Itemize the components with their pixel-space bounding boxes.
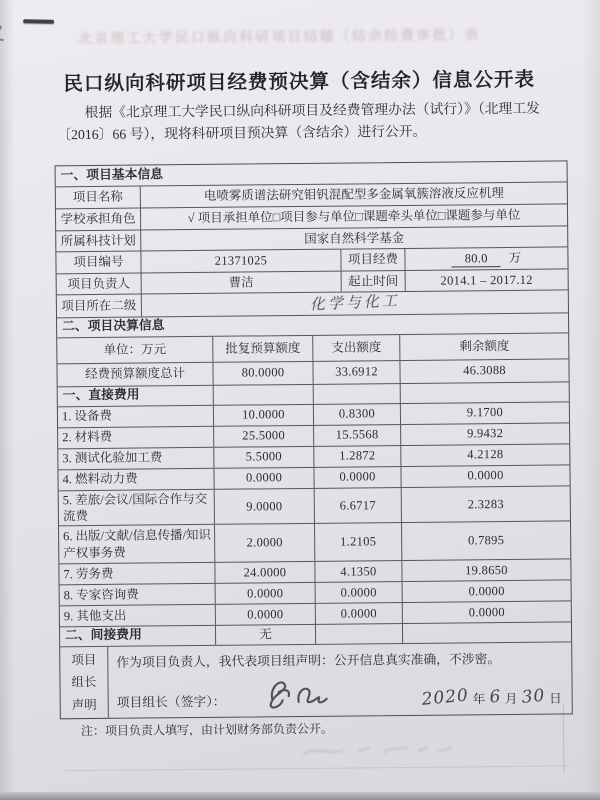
section-title: 一、项目基本信息 [60, 166, 164, 183]
date-block [421, 687, 561, 708]
remaining-amount: 0.0000 [400, 465, 569, 487]
row-label: 7. 劳务费 [63, 566, 114, 582]
remaining-amount: 0.0000 [402, 580, 571, 602]
principal-investigator: 曹洁 [141, 272, 341, 294]
row-label: 3. 测试化验加工费 [62, 450, 163, 466]
month-label: 月 [504, 691, 518, 707]
spent-amount: 4.1350 [314, 561, 401, 582]
project-funding [404, 247, 567, 270]
column-header-unit: 单位：万元 [103, 342, 167, 357]
row-label: 9. 其他支出 [63, 608, 127, 624]
column-header-approved: 批复预算额度 [212, 335, 312, 361]
paper-bottom-edge [0, 792, 600, 800]
approved-amount: 25.5000 [213, 425, 313, 446]
approved-amount: 10.0000 [213, 404, 313, 425]
form-table [55, 160, 573, 719]
declaration-label-line: 组长 [71, 675, 97, 690]
handwritten-day: 30 [520, 685, 547, 708]
intro-line-1: 根据《北京理工大学民口纵向科研项目及经费管理办法（试行）》（北理工发 [84, 100, 540, 121]
paper-right-shadow [582, 0, 600, 800]
declaration-statement: 作为项目负责人，我代表项目组声明：公开信息真实准确，不涉密。 [116, 652, 501, 670]
row-label: 4. 燃料动力费 [62, 471, 138, 487]
remaining-amount: 9.1700 [400, 402, 569, 424]
approved-amount: 0.0000 [215, 583, 315, 604]
row-label: 经费预算额度总计 [84, 366, 186, 382]
empty-cell [402, 622, 571, 643]
remaining-amount: 2.3283 [401, 486, 570, 522]
remaining-amount: 9.9432 [400, 423, 569, 445]
field-label: 项目负责人 [67, 276, 130, 292]
approved-amount: 0.0000 [215, 604, 315, 625]
empty-cell [400, 382, 569, 403]
approved-amount: 80.0000 [212, 361, 312, 384]
intro-paragraph [57, 97, 565, 146]
remaining-amount: 46.3088 [399, 359, 568, 383]
declaration-body [107, 642, 572, 717]
row-label: 二、间接费用 [64, 627, 142, 644]
document-title: 民口纵向科研项目经费预决算（含结余）信息公开表 [63, 69, 536, 96]
project-number: 21371025 [140, 250, 340, 273]
column-header-remaining: 剩余额度 [399, 333, 568, 360]
budget-row [59, 485, 570, 525]
declaration-row [60, 641, 572, 718]
declaration-label-line: 项目 [71, 652, 97, 667]
section-title: 二、项目决算信息 [62, 317, 165, 334]
approved-amount: 9.0000 [214, 488, 314, 523]
field-label: 学校承担角色 [60, 211, 136, 227]
spent-amount: 0.8300 [313, 404, 400, 425]
funding-amount: 80.0 [452, 250, 501, 268]
field-value: 国家自然科学基金 [140, 226, 567, 250]
field-label: 项目名称 [72, 190, 123, 205]
column-header-spent: 支出额度 [312, 335, 399, 361]
declaration-label [60, 647, 108, 718]
paper-left-shadow [0, 0, 14, 800]
field-label: 所属科技计划 [60, 233, 136, 249]
handwritten-year: 2020 [420, 685, 470, 710]
row-label: 一、直接费用 [62, 387, 140, 403]
field-value: 电喷雾质谱法研究钼钒混配型多金属氧簇溶液反应机理 [140, 182, 567, 207]
budget-total-row [57, 358, 568, 386]
signature-line [117, 687, 562, 711]
approved-amount: 5.5000 [213, 446, 313, 467]
spent-amount: 1.2105 [314, 523, 401, 561]
spent-amount: 0.0000 [315, 603, 402, 624]
remaining-amount: 19.8650 [401, 559, 570, 581]
row-label: 8. 专家咨询费 [63, 587, 139, 603]
funding-unit: 万 [508, 251, 522, 266]
spent-amount: 33.6912 [312, 361, 399, 384]
empty-cell [315, 624, 402, 644]
approved-amount: 2.0000 [214, 524, 314, 562]
empty-cell [213, 384, 313, 404]
year-label: 年 [472, 692, 486, 707]
bleed-through-line [63, 765, 569, 771]
day-label: 日 [549, 691, 562, 706]
budget-row [59, 520, 570, 563]
department-handwritten [141, 290, 568, 316]
spent-amount: 15.5568 [313, 425, 400, 446]
spent-amount: 6.6717 [314, 488, 401, 523]
handwritten-text: 化学与化工 [309, 291, 401, 314]
field-label: 项目编号 [73, 255, 124, 270]
row-label: 2. 材料费 [62, 430, 113, 445]
signature-label: 项目组长（签字）： [116, 694, 226, 710]
row-label: 1. 设备费 [61, 409, 113, 424]
remaining-amount: 0.7895 [401, 521, 570, 560]
remaining-amount: 4.2128 [400, 444, 569, 466]
spent-amount: 1.2872 [313, 446, 400, 467]
role-checkbox-options: √ 项目承担单位□项目参与单位□课题牵头单位□课题参与单位 [140, 204, 567, 229]
spent-amount: 0.0000 [313, 467, 400, 488]
field-label: 起止时间 [341, 271, 405, 292]
row-label: 6. 出版/文献/信息传播/知识产权事务费 [63, 528, 212, 560]
staple-mark [23, 19, 54, 24]
project-period: 2014.1 – 2017.12 [405, 269, 568, 291]
approved-amount: 24.0000 [214, 562, 314, 583]
remaining-amount: 0.0000 [402, 601, 571, 623]
budget-column-header-row [57, 332, 568, 363]
spent-amount: 0.0000 [315, 582, 402, 603]
handwritten-month: 6 [488, 686, 502, 708]
declaration-label-line: 声明 [71, 697, 97, 712]
approved-amount: 0.0000 [213, 467, 313, 488]
footnote: 注：项目负责人填写，由计划财务部负责公开。 [80, 721, 334, 739]
intro-line-2: 〔2016〕66 号），现将科研项目预决算（含结余）进行公开。 [57, 123, 427, 143]
field-label: 项目经费 [340, 249, 404, 271]
indirect-value: 无 [215, 625, 315, 645]
bleed-through-text: 北京理工大学民口纵向科研项目结题（结余经费审批）表 [78, 27, 481, 48]
empty-cell [313, 384, 400, 404]
field-label: 项目所在二级 [61, 298, 137, 313]
bleed-through-marks [298, 738, 468, 762]
row-label: 5. 差旅/会议/国际合作与交流费 [62, 491, 208, 524]
